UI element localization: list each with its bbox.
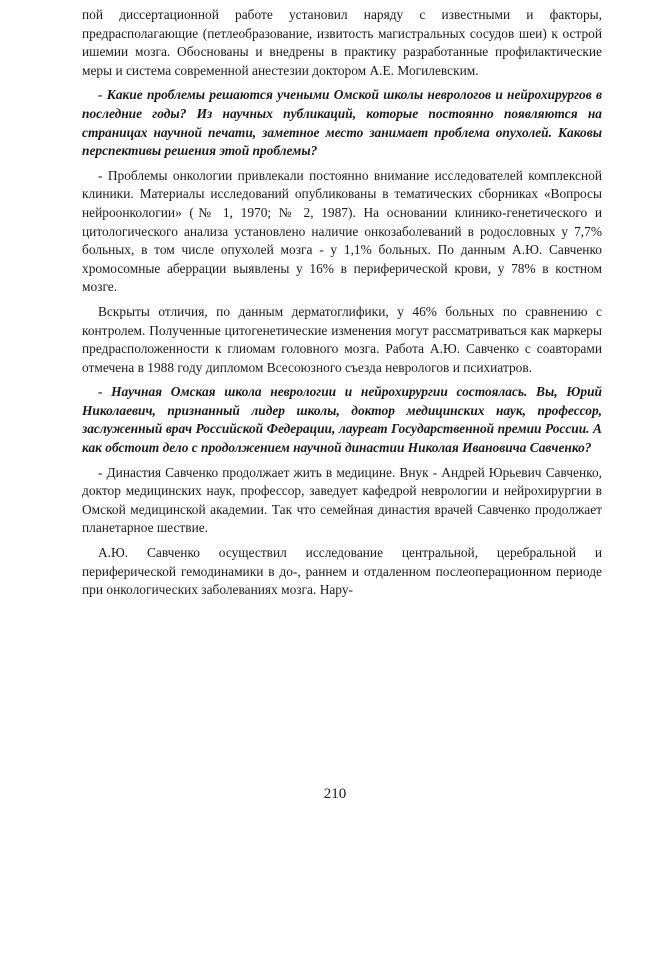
interview-answer-1: - Проблемы онкологии привлекали постоянно внимание исследователей комплексной клиники. Материалы исследований опубликованы в тематических сборниках «Вопросы нейроонкологии» (№ 1, 1970; № 2, 1987). На основании клинико-генетического и цитологического анализа установлено наличие онкозаболеваний в родословных у 7,7% больных, в том числе опухолей мозга - у 1,1% больных. По данным А.Ю. Савченко хромосомные аберрации выявлены у 16% в периферической крови, у 78% в костном мозге. xyxy=(82,167,602,295)
paragraph-continuation: пой диссертационной работе установил наряду с известными и факторы, предрасполагающие (петлеобразование, извитость магистральных сосудов шеи) к острой ишемии мозга. Обоснованы и внедрены в практику разработанные профилактические меры и система современной анестезии доктором А.Е. Могилевским. xyxy=(82,7,602,78)
interview-answer-2: - Династия Савченко продолжает жить в медицине. Внук - Андрей Юрьевич Савченко, доктор медицинских наук, профессор, заведует кафедрой неврологии и нейрохирургии в Омской медицинской академии. Так что семейная династия врачей Савченко продолжает планетарное шествие. xyxy=(82,464,602,536)
page-number: 210 xyxy=(323,786,347,802)
text-body xyxy=(82,6,602,606)
interview-question-1: - Какие проблемы решаются учеными Омской школы неврологов и нейрохирургов в последние годы? Из научных публикаций, которые постоянно появляются на страницах научной печати, заметное место занимает проблема опухолей. Каковы перспективы решения этой проблемы? xyxy=(82,87,602,159)
paragraph-hemodynamics: А.Ю. Савченко осуществил исследование центральной, церебральной и периферической гемодинамики в до-, раннем и отдаленном послеоперационном периоде при онкологических заболеваниях мозга. Нару- xyxy=(82,545,602,598)
paragraph-dermatoglyphics: Вскрыты отличия, по данным дерматоглифики, у 46% больных по сравнению с контролем. Полученные цитогенетические изменения могут рассматриваться как маркеры предрасположенности к глиомам головного мозга. Работа А.Ю. Савченко с соавторами отмечена в 1988 году дипломом Всесоюзного съезда неврологов и психиатров. xyxy=(82,303,602,375)
interview-question-2: - Научная Омская школа неврологии и нейрохирургии состоялась. Вы, Юрий Николаевич, признанный лидер школы, доктор медицинских наук, профессор, заслуженный врач Российской Федерации, лауреат Государственной премии России. А как обстоит дело с продолжением научной династии Николая Ивановича Савченко? xyxy=(82,384,602,456)
